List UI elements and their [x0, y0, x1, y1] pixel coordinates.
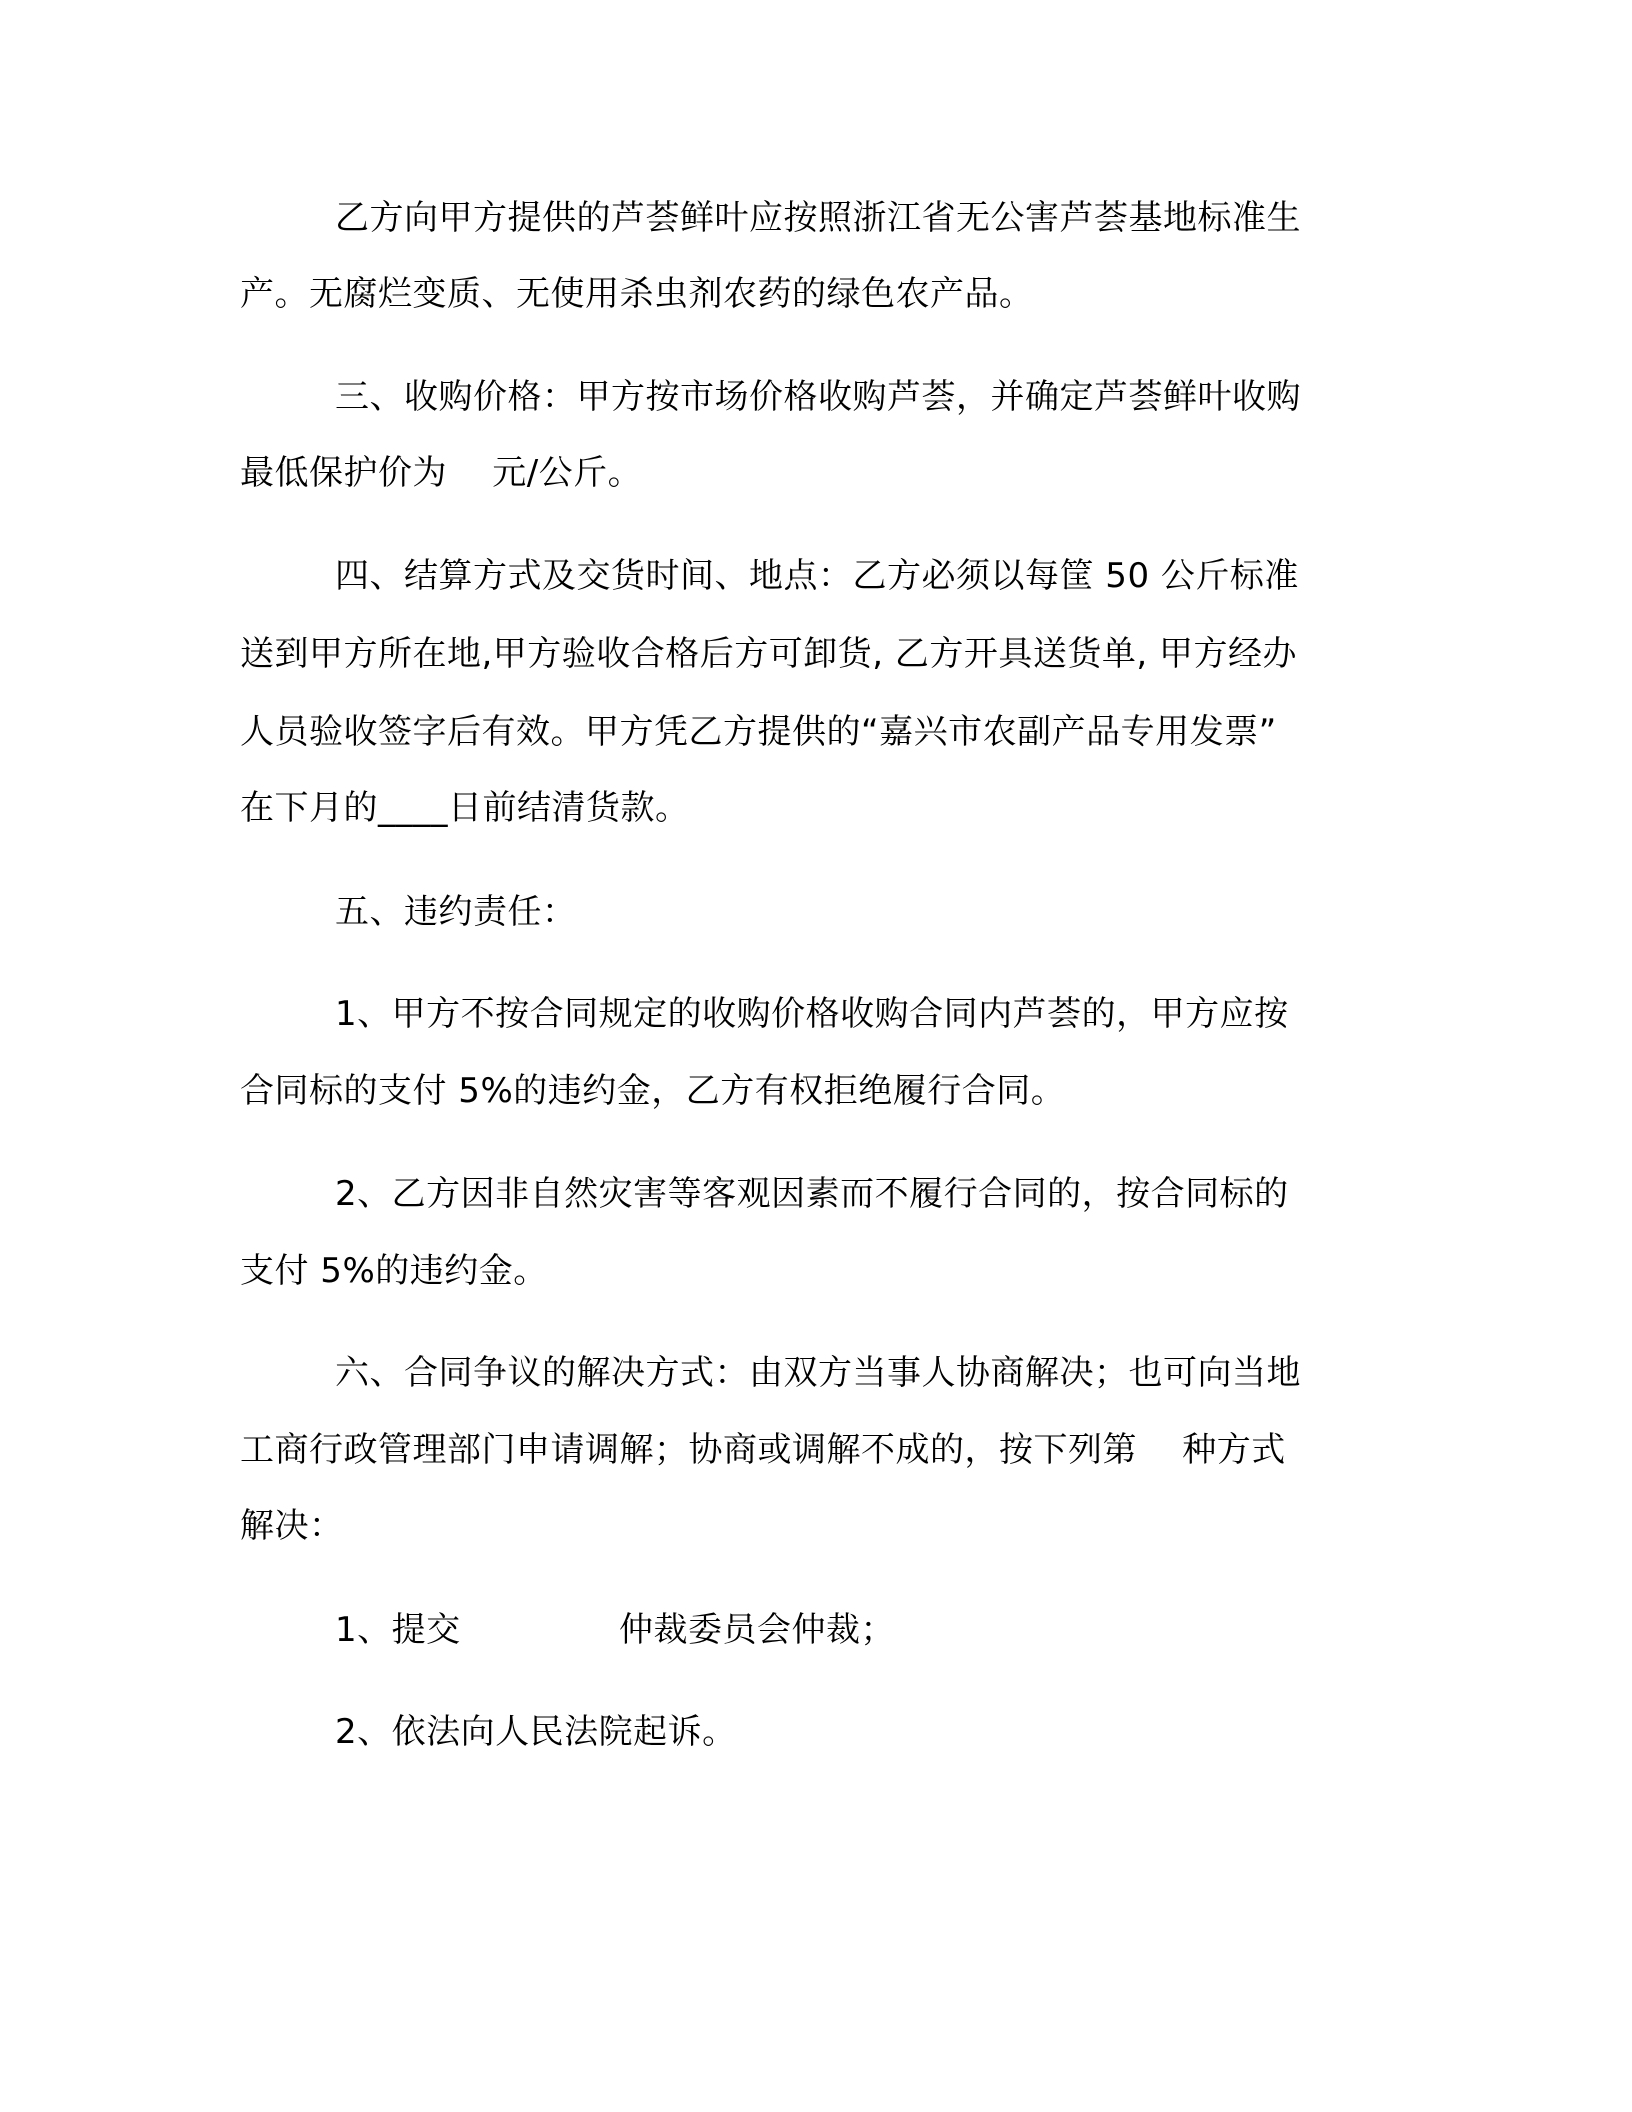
text-line: 1、提交 仲裁委员会仲裁；: [335, 1610, 895, 1650]
text-line: 1、甲方不按合同规定的收购价格收购合同内芦荟的，甲方应按: [335, 994, 1289, 1034]
text-line: 三、收购价格：甲方按市场价格收购芦荟，并确定芦荟鲜叶收购: [335, 377, 1301, 417]
text-line: 合同标的支付 5%的违约金，乙方有权拒绝履行合同。: [240, 1071, 1066, 1111]
text-line: 四、结算方式及交货时间、地点：乙方必须以每筐 50 公斤标准: [335, 556, 1299, 596]
text-line: 在下月的____日前结清货款。: [240, 788, 690, 828]
text-line: 乙方向甲方提供的芦荟鲜叶应按照浙江省无公害芦荟基地标准生: [335, 198, 1301, 238]
text-line: 六、合同争议的解决方式：由双方当事人协商解决；也可向当地: [335, 1353, 1301, 1393]
text-line: 支付 5%的违约金。: [240, 1251, 548, 1291]
text-line: 解决：: [240, 1506, 344, 1546]
text-line: 工商行政管理部门申请调解；协商或调解不成的，按下列第 种方式: [240, 1430, 1286, 1470]
text-line: 五、违约责任：: [335, 892, 577, 932]
text-line: 2、依法向人民法院起诉。: [335, 1712, 737, 1752]
text-line: 最低保护价为 元/公斤。: [240, 453, 643, 493]
text-line: 2、乙方因非自然灾害等客观因素而不履行合同的，按合同标的: [335, 1174, 1289, 1214]
text-line: 人员验收签字后有效。甲方凭乙方提供的“嘉兴市农副产品专用发票”: [240, 712, 1277, 752]
text-line: 产。无腐烂变质、无使用杀虫剂农药的绿色农产品。: [240, 274, 1034, 314]
text-line: 送到甲方所在地,甲方验收合格后方可卸货, 乙方开具送货单, 甲方经办: [240, 634, 1298, 674]
